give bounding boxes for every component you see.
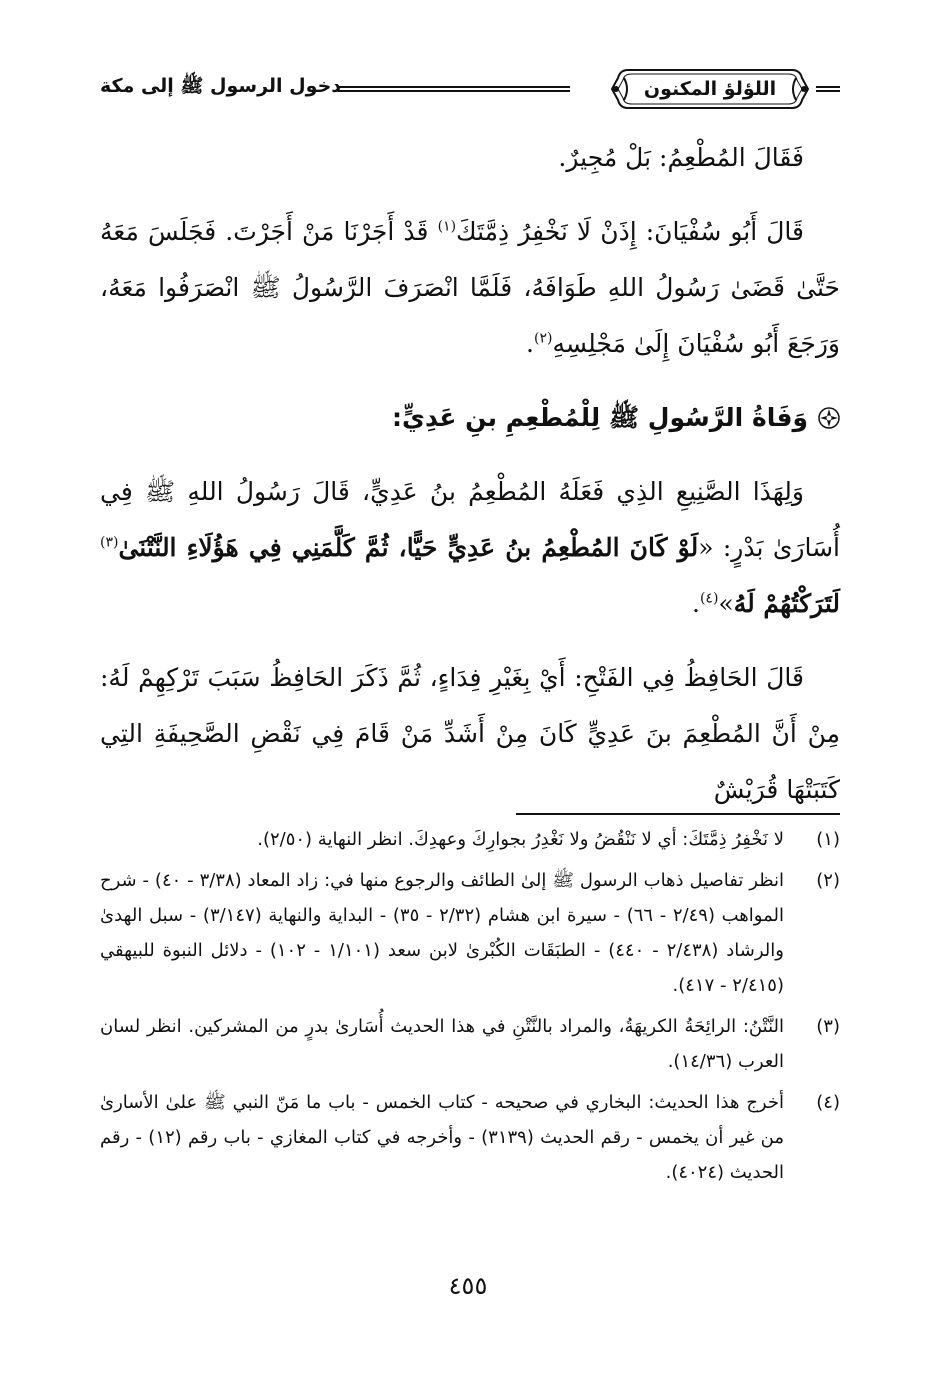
p3-text-b: »: [718, 589, 734, 618]
footnote-1: [100, 822, 840, 857]
p3-text-a: وَلِهَذَا الصَّنِيعِ الذِي فَعَلَهُ المُطْعِمُ بنُ عَدِيٍّ، قَالَ رَسُولُ اللهِ ﷺ فِي أُسَارَىٰ بَدْرٍ: «: [100, 477, 840, 562]
paragraph-1: فَقَالَ المُطْعِمُ: بَلْ مُجِيرٌ.: [558, 143, 804, 172]
footnote-4: [100, 1085, 840, 1190]
hadith-quote-b: لَتَرَكْتُهُمْ لَهُ: [733, 589, 840, 618]
footnote-separator: [516, 813, 840, 815]
footnote-number: (٤): [816, 1092, 840, 1113]
p2-text-a: قَالَ أَبُو سُفْيَانَ: إِذَنْ لَا نَخْفِرُ ذِمَّتَكَ: [456, 217, 805, 246]
footnote-number: (١): [816, 829, 840, 850]
footnote-text: النَّتْنُ: الرائِحَةُ الكريهَةُ، والمراد بالنَّتْنِ في هذا الحديث أُسَارىٰ بدرٍ من المشركين. انظر لسان العرب (١٤/٣٦).: [100, 1016, 784, 1072]
page-number: ٤٥٥: [448, 1272, 488, 1300]
p3-text-c: .: [691, 589, 700, 618]
flower-ornament-icon: [818, 407, 840, 429]
section-heading-text: وَفَاةُ الرَّسُولِ ﷺ لِلْمُطْعِمِ بنِ عَدِيٍّ:: [392, 403, 808, 432]
footnote-ref-3[interactable]: (٣): [100, 534, 119, 551]
footnote-ref-1[interactable]: (١): [437, 218, 457, 235]
section-heading: [100, 390, 840, 446]
p2-text-c: .: [526, 329, 534, 358]
header-rule-right: [816, 86, 840, 92]
header-rule-left: [338, 86, 570, 92]
footnotes: [100, 822, 840, 1196]
footnote-ref-2[interactable]: (٢): [533, 330, 553, 347]
paragraph-3: [100, 464, 840, 632]
footnote-text: أخرج هذا الحديث: البخاري في صحيحه - كتاب الخمس - باب ما مَنّ النبي ﷺ علىٰ الأسارىٰ من غير أن يخمس - رقم الحديث (٣١٣٩) - وأخرجه في كتاب المغازي - باب رقم (١٢) - رقم الحديث (٤٠٢٤).: [100, 1092, 784, 1183]
footnote-ref-4[interactable]: (٤): [699, 590, 719, 607]
footnote-text: انظر تفاصيل ذهاب الرسول ﷺ إلىٰ الطائف والرجوع منها في: زاد المعاد (٣/٣٨ - ٤٠) - شرح المواهب (٢/٤٩ - ٦٦) - سيرة ابن هشام (٢/٣٢ - ٣٥) - البداية والنهاية (٣/١٤٧) - سبل الهدىٰ والرشاد (٢/٤٣٨ - ٤٤٠) - الطبَقَات الكُبْرىٰ لابن سعد (١/١٠١ - ١٠٢) - دلائل النبوة للبيهقي (٢/٤١٥ - ٤١٧).: [100, 870, 784, 996]
hadith-quote-a: لَوْ كَانَ المُطْعِمُ بنُ عَدِيٍّ حَيًّا، ثُمَّ كَلَّمَنِي فِي هَؤُلَاءِ النَّتْنَىٰ: [118, 533, 699, 562]
footnote-2: [100, 863, 840, 1003]
chapter-title: دخول الرسول ﷺ إلى مكة: [100, 75, 342, 97]
paragraph-2: [100, 204, 840, 372]
book-title: اللؤلؤ المكنون: [643, 78, 777, 100]
main-text: [100, 130, 840, 818]
footnote-3: [100, 1009, 840, 1079]
running-header: [100, 62, 840, 118]
paragraph-4: قَالَ الحَافِظُ فِي الفَتْحِ: أَيْ بِغَيْرِ فِدَاءٍ، ثُمَّ ذَكَرَ الحَافِظُ سَبَبَ تَرْكِهِمْ لَهُ: مِنْ أَنَّ المُطْعِمَ بنَ عَدِيٍّ كَانَ مِنْ أَشَدِّ مَنْ قَامَ فِي نَقْضِ الصَّحِيفَةِ التِي كَتَبَتْهَا قُرَيْشٌ: [100, 663, 840, 804]
footnote-text: لا نَخْفِرُ ذِمَّتَكَ: أي لا نَنْقُضُ ولا نَغْدِرُ بجوارِكَ وعهدِكَ. انظر النهاية (٢/٥٠).: [257, 829, 784, 850]
footnote-number: (٢): [816, 870, 840, 891]
p2-text-b: قَدْ أَجَرْنَا مَنْ أَجَرْتَ. فَجَلَسَ مَعَهُ حَتَّىٰ قَضَىٰ رَسُولُ اللهِ طَوَافَهُ، فَلَمَّا انْصَرَفَ الرَّسُولُ ﷺ انْصَرَفُوا مَعَهُ، وَرَجَعَ أَبُو سُفْيَانَ إِلَىٰ مَجْلِسِهِ: [100, 217, 840, 358]
header-ornament-frame: [610, 66, 810, 112]
footnote-number: (٣): [816, 1016, 840, 1037]
